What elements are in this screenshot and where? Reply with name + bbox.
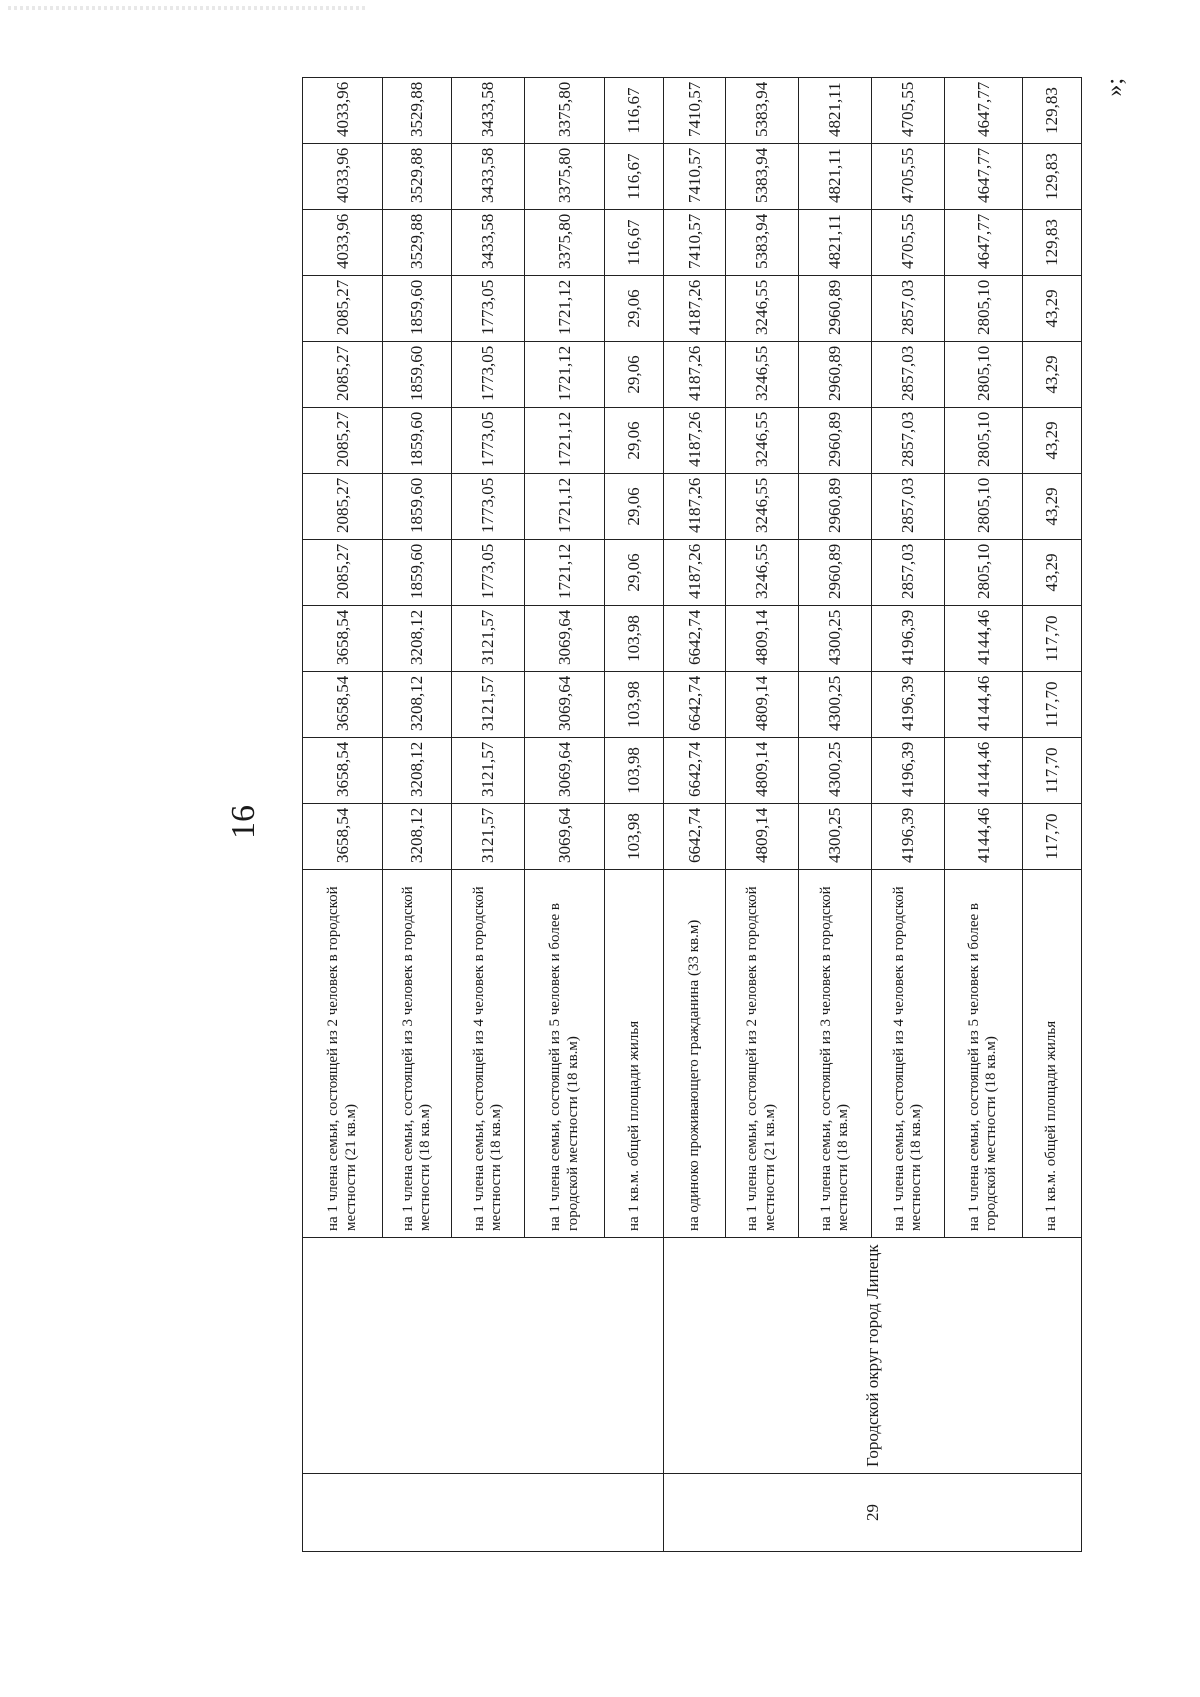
value-cell: 3375,80 — [524, 78, 604, 144]
value-cell: 3208,12 — [383, 738, 451, 804]
value-cell: 7410,57 — [664, 144, 725, 210]
value-cell: 3121,57 — [451, 738, 524, 804]
value-cell: 3529,88 — [383, 210, 451, 276]
tariff-table — [302, 77, 1082, 1552]
value-cell: 4300,25 — [798, 672, 871, 738]
value-cell: 2857,03 — [871, 408, 944, 474]
value-cell: 4809,14 — [725, 672, 798, 738]
value-cell: 4809,14 — [725, 804, 798, 870]
value-cell: 3658,54 — [303, 606, 383, 672]
value-cell: 1773,05 — [451, 276, 524, 342]
value-cell: 1721,12 — [524, 342, 604, 408]
value-cell: 4821,11 — [798, 210, 871, 276]
value-cell: 2857,03 — [871, 342, 944, 408]
norm-description-cell: на 1 члена семьи, состоящей из 3 человек в городской местности (18 кв.м) — [383, 870, 451, 1238]
value-cell: 4647,77 — [945, 210, 1023, 276]
value-cell: 129,83 — [1022, 78, 1081, 144]
value-cell: 3246,55 — [725, 540, 798, 606]
value-cell: 3208,12 — [383, 606, 451, 672]
norm-description-cell: на 1 члена семьи, состоящей из 4 человек в городской местности (18 кв.м) — [871, 870, 944, 1238]
value-cell: 29,06 — [605, 474, 664, 540]
territory-cell — [303, 1238, 664, 1474]
value-cell: 4821,11 — [798, 78, 871, 144]
norm-description-cell: на 1 члена семьи, состоящей из 5 человек и более в городской местности (18 кв.м) — [945, 870, 1023, 1238]
territory-cell: Городской округ город Липецк — [664, 1238, 1082, 1474]
value-cell: 3208,12 — [383, 804, 451, 870]
value-cell: 1721,12 — [524, 408, 604, 474]
value-cell: 1721,12 — [524, 474, 604, 540]
value-cell: 43,29 — [1022, 342, 1081, 408]
value-cell: 116,67 — [605, 78, 664, 144]
value-cell: 1721,12 — [524, 276, 604, 342]
value-cell: 2857,03 — [871, 540, 944, 606]
value-cell: 103,98 — [605, 672, 664, 738]
value-cell: 4647,77 — [945, 78, 1023, 144]
value-cell: 6642,74 — [664, 804, 725, 870]
norm-description-cell: на 1 члена семьи, состоящей из 4 человек в городской местности (18 кв.м) — [451, 870, 524, 1238]
value-cell: 3433,58 — [451, 210, 524, 276]
value-cell: 29,06 — [605, 408, 664, 474]
value-cell: 3246,55 — [725, 276, 798, 342]
value-cell: 103,98 — [605, 606, 664, 672]
value-cell: 3121,57 — [451, 606, 524, 672]
value-cell: 4033,96 — [303, 144, 383, 210]
value-cell: 2960,89 — [798, 342, 871, 408]
value-cell: 117,70 — [1022, 672, 1081, 738]
value-cell: 129,83 — [1022, 144, 1081, 210]
value-cell: 43,29 — [1022, 540, 1081, 606]
value-cell: 2857,03 — [871, 276, 944, 342]
value-cell: 1773,05 — [451, 540, 524, 606]
table-row — [303, 78, 383, 1552]
value-cell: 4300,25 — [798, 606, 871, 672]
norm-description-cell: на 1 члена семьи, состоящей из 2 человек в городской местности (21 кв.м) — [303, 870, 383, 1238]
value-cell: 1721,12 — [524, 540, 604, 606]
value-cell: 4187,26 — [664, 342, 725, 408]
value-cell: 117,70 — [1022, 804, 1081, 870]
rotated-landscape-page — [222, 78, 1142, 1552]
value-cell: 3069,64 — [524, 672, 604, 738]
value-cell: 3208,12 — [383, 672, 451, 738]
value-cell: 1773,05 — [451, 342, 524, 408]
value-cell: 4300,25 — [798, 804, 871, 870]
table-row — [664, 78, 725, 1552]
value-cell: 3121,57 — [451, 804, 524, 870]
value-cell: 3121,57 — [451, 672, 524, 738]
value-cell: 2960,89 — [798, 540, 871, 606]
value-cell: 129,83 — [1022, 210, 1081, 276]
value-cell: 4144,46 — [945, 606, 1023, 672]
value-cell: 3658,54 — [303, 738, 383, 804]
value-cell: 1859,60 — [383, 540, 451, 606]
value-cell: 4809,14 — [725, 606, 798, 672]
value-cell: 1773,05 — [451, 408, 524, 474]
norm-description-cell: на 1 члена семьи, состоящей из 2 человек в городской местности (21 кв.м) — [725, 870, 798, 1238]
value-cell: 103,98 — [605, 804, 664, 870]
value-cell: 2960,89 — [798, 474, 871, 540]
value-cell: 3529,88 — [383, 144, 451, 210]
value-cell: 2085,27 — [303, 474, 383, 540]
value-cell: 103,98 — [605, 738, 664, 804]
value-cell: 4187,26 — [664, 474, 725, 540]
value-cell: 4705,55 — [871, 78, 944, 144]
value-cell: 2085,27 — [303, 342, 383, 408]
row-number-cell — [303, 1474, 664, 1552]
value-cell: 5383,94 — [725, 210, 798, 276]
value-cell: 29,06 — [605, 540, 664, 606]
norm-description-cell: на 1 члена семьи, состоящей из 3 человек в городской местности (18 кв.м) — [798, 870, 871, 1238]
value-cell: 4033,96 — [303, 78, 383, 144]
value-cell: 4196,39 — [871, 606, 944, 672]
value-cell: 3246,55 — [725, 342, 798, 408]
value-cell: 116,67 — [605, 210, 664, 276]
page-number: 16 — [225, 805, 262, 839]
value-cell: 4705,55 — [871, 144, 944, 210]
value-cell: 4705,55 — [871, 210, 944, 276]
value-cell: 1773,05 — [451, 474, 524, 540]
value-cell: 2085,27 — [303, 276, 383, 342]
value-cell: 6642,74 — [664, 672, 725, 738]
value-cell: 4144,46 — [945, 672, 1023, 738]
value-cell: 5383,94 — [725, 78, 798, 144]
value-cell: 2805,10 — [945, 474, 1023, 540]
norm-description-cell: на 1 члена семьи, состоящей из 5 человек и более в городской местности (18 кв.м) — [524, 870, 604, 1238]
value-cell: 4300,25 — [798, 738, 871, 804]
value-cell: 3375,80 — [524, 210, 604, 276]
value-cell: 2805,10 — [945, 342, 1023, 408]
value-cell: 4647,77 — [945, 144, 1023, 210]
value-cell: 2085,27 — [303, 540, 383, 606]
value-cell: 3069,64 — [524, 804, 604, 870]
value-cell: 2085,27 — [303, 408, 383, 474]
value-cell: 1859,60 — [383, 474, 451, 540]
value-cell: 43,29 — [1022, 276, 1081, 342]
value-cell: 4144,46 — [945, 804, 1023, 870]
value-cell: 3069,64 — [524, 606, 604, 672]
scan-artifact — [8, 6, 368, 10]
value-cell: 4033,96 — [303, 210, 383, 276]
value-cell: 43,29 — [1022, 408, 1081, 474]
value-cell: 2805,10 — [945, 408, 1023, 474]
value-cell: 1859,60 — [383, 276, 451, 342]
value-cell: 29,06 — [605, 342, 664, 408]
value-cell: 2857,03 — [871, 474, 944, 540]
value-cell: 6642,74 — [664, 606, 725, 672]
value-cell: 2960,89 — [798, 408, 871, 474]
value-cell: 117,70 — [1022, 606, 1081, 672]
value-cell: 3658,54 — [303, 672, 383, 738]
norm-description-cell: на 1 кв.м. общей площади жилья — [605, 870, 664, 1238]
value-cell: 3246,55 — [725, 408, 798, 474]
value-cell: 3433,58 — [451, 144, 524, 210]
value-cell: 1859,60 — [383, 342, 451, 408]
value-cell: 3658,54 — [303, 804, 383, 870]
value-cell: 3433,58 — [451, 78, 524, 144]
value-cell: 4187,26 — [664, 276, 725, 342]
value-cell: 4196,39 — [871, 672, 944, 738]
value-cell: 43,29 — [1022, 474, 1081, 540]
value-cell: 4144,46 — [945, 738, 1023, 804]
norm-description-cell: на 1 кв.м. общей площади жилья — [1022, 870, 1081, 1238]
value-cell: 4187,26 — [664, 540, 725, 606]
value-cell: 4821,11 — [798, 144, 871, 210]
value-cell: 2805,10 — [945, 276, 1023, 342]
value-cell: 3375,80 — [524, 144, 604, 210]
value-cell: 2960,89 — [798, 276, 871, 342]
value-cell: 29,06 — [605, 276, 664, 342]
value-cell: 5383,94 — [725, 144, 798, 210]
value-cell: 4196,39 — [871, 738, 944, 804]
value-cell: 7410,57 — [664, 210, 725, 276]
value-cell: 4809,14 — [725, 738, 798, 804]
value-cell: 2805,10 — [945, 540, 1023, 606]
norm-description-cell: на одиноко проживающего гражданина (33 кв.м) — [664, 870, 725, 1238]
table-body — [303, 78, 1082, 1552]
value-cell: 3069,64 — [524, 738, 604, 804]
value-cell: 117,70 — [1022, 738, 1081, 804]
value-cell: 116,67 — [605, 144, 664, 210]
row-number-cell: 29 — [664, 1474, 1082, 1552]
value-cell: 4196,39 — [871, 804, 944, 870]
value-cell: 3529,88 — [383, 78, 451, 144]
value-cell: 6642,74 — [664, 738, 725, 804]
value-cell: 4187,26 — [664, 408, 725, 474]
value-cell: 3246,55 — [725, 474, 798, 540]
value-cell: 1859,60 — [383, 408, 451, 474]
value-cell: 7410,57 — [664, 78, 725, 144]
closing-quote-mark: »; — [1102, 78, 1128, 97]
